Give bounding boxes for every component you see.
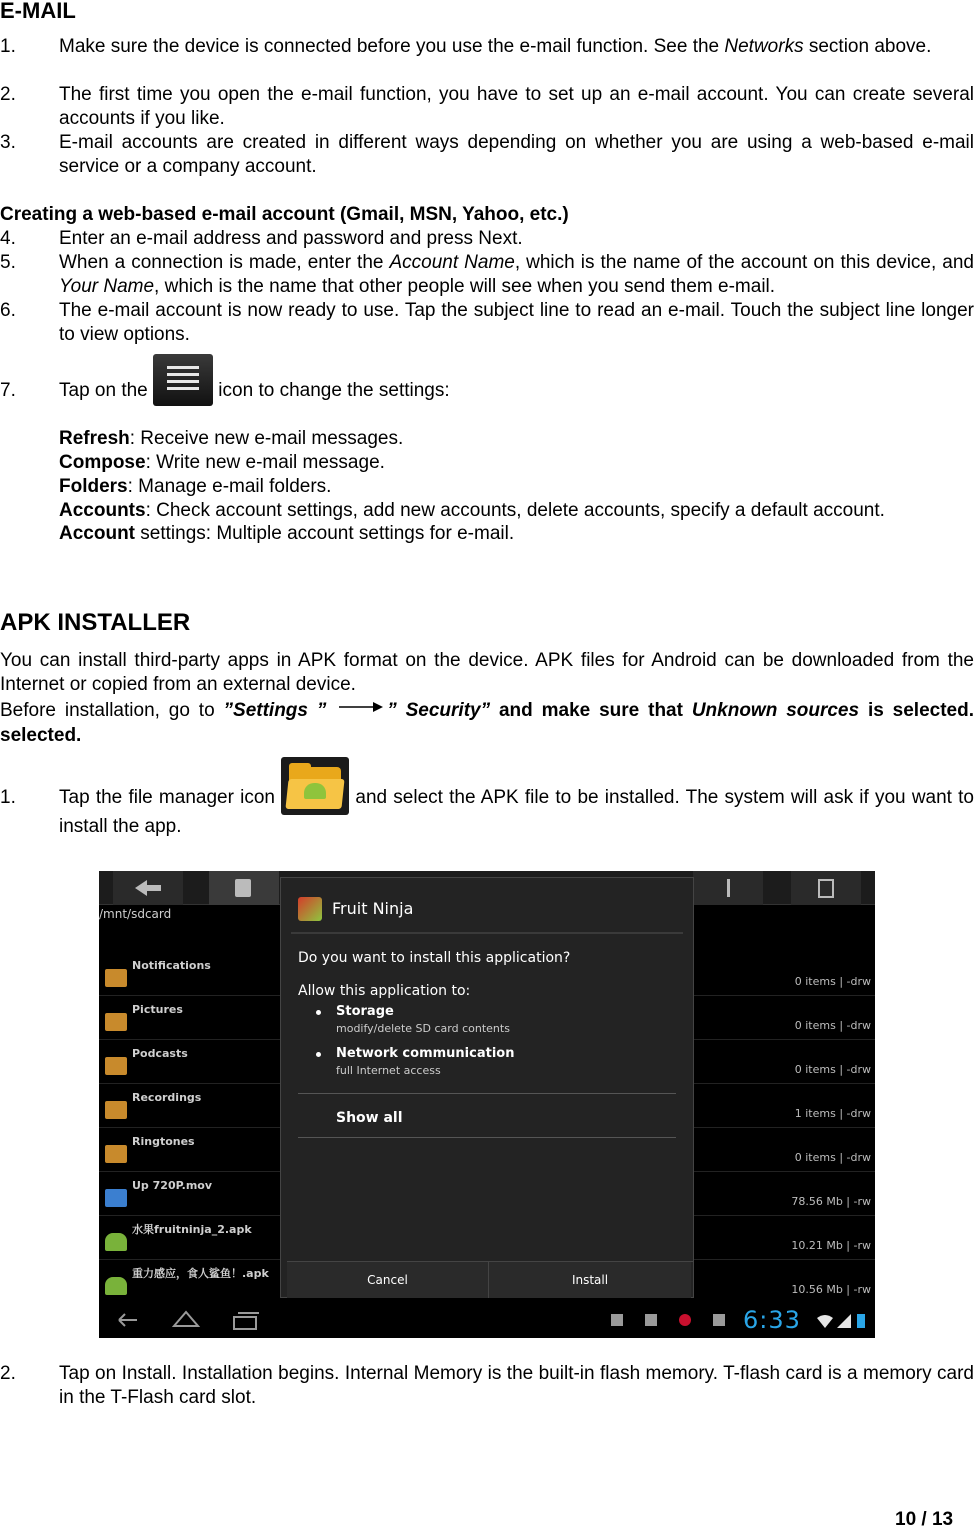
back-tab[interactable] [113,871,183,905]
apk-before-install: Before installation, go to ”Settings ” ” Security” and make sure that Unknown sources is selected. [0,700,974,721]
clock: 6:33 [743,1306,801,1334]
file-row[interactable]: Ringtones 0 items | -drw [99,1129,875,1172]
networks-ref: Networks [724,36,804,57]
show-all-link[interactable]: Show all [336,1110,403,1126]
folder-icon [105,1101,127,1119]
recent-apps-icon[interactable] [231,1310,261,1332]
option-refresh: Refresh: Receive new e-mail messages. [59,428,404,449]
option-compose: Compose: Write new e-mail message. [59,452,385,473]
file-row[interactable]: Up 720P.mov 78.56 Mb | -rw [99,1173,875,1216]
system-navbar [99,1302,875,1338]
android-icon [105,1233,127,1251]
file-tab[interactable] [791,871,861,905]
install-dialog: Fruit Ninja Do you want to install this application? Allow this application to: Storage modify/delete SD card contents Network communication full Internet access Show all Cancel Install [280,877,694,1298]
file-row[interactable]: Pictures 0 items | -drw [99,997,875,1040]
folder-icon [105,1145,127,1163]
file-row[interactable]: Notifications 0 items | -drw [99,953,875,996]
email-heading: E-MAIL [0,0,76,23]
install-question: Do you want to install this application? [298,950,571,966]
video-file-icon [105,1189,127,1207]
cancel-button[interactable]: Cancel [287,1262,489,1298]
email-step-4: 4. Enter an e-mail address and password and press Next. [0,228,523,249]
menu-icon [153,354,213,406]
fruit-ninja-icon [298,897,322,921]
option-accounts: Accounts: Check account settings, add new accounts, delete accounts, specify a default account. [59,500,885,521]
email-step-6: 6. The e-mail account is now ready to use. Tap the subject line to read an e-mail. Touch the subject line longer to view options. [0,300,974,345]
folder-icon [105,1013,127,1031]
page-number: 10 / 13 [895,1509,954,1530]
arrow-right-icon [339,700,383,714]
option-account-settings: Account settings: Multiple account settings for e-mail. [59,523,515,544]
file-row[interactable]: Podcasts 0 items | -drw [99,1041,875,1084]
step-number: 1. [0,36,16,57]
install-screenshot [99,871,875,1338]
android-debug-icon [645,1314,657,1326]
file-manager-icon [281,757,349,815]
email-step-1: 1. Make sure the device is connected before you use the e-mail function. See the Networks section above. [0,36,932,57]
email-step-7: 7. Tap on the icon to change the settings: [0,379,974,406]
folder-icon [105,1057,127,1075]
email-step-3: 3. E-mail accounts are created in different ways depending on whether you are using a web-based e-mail service or a company account. [0,132,974,177]
app-name: Fruit Ninja [332,899,414,918]
android-icon [105,1277,127,1295]
file-row[interactable]: 重力感应，食人鲨鱼！.apk 10.56 Mb | -rw [99,1261,875,1304]
folder-icon [105,969,127,987]
sdcard-tab[interactable] [209,871,279,905]
email-step-5: 5. When a connection is made, enter the Account Name, which is the name of the account on this device, and Your Name, which is the name that other people will see when you send them e-mail. [0,252,974,297]
email-step-2: 2. The first time you open the e-mail function, you have to set up an e-mail account. You can create several accounts if you like. [0,84,974,129]
current-path: /mnt/sdcard [99,907,172,921]
allow-label: Allow this application to: [298,983,471,999]
apk-step-1: 1. Tap the file manager icon and select the APK file to be installed. The system will ask if you want to install the app. [0,786,974,839]
home-nav-icon[interactable] [171,1308,201,1330]
apk-intro: You can install third-party apps in APK format on the device. APK files for Android can be downloaded from the Internet or copied from an external device. [0,650,974,695]
file-row[interactable]: Recordings 1 items | -drw [99,1085,875,1128]
install-button[interactable]: Install [489,1262,691,1298]
record-icon [679,1314,691,1326]
sd-card-icon [713,1314,725,1326]
status-icons [815,1312,871,1330]
tools-tab[interactable] [693,871,763,905]
apk-heading: APK INSTALLER [0,609,191,636]
back-nav-icon[interactable] [115,1310,141,1330]
apk-before-install-cont: selected. [0,725,82,746]
option-folders: Folders: Manage e-mail folders. [59,476,332,497]
email-subheading: Creating a web-based e-mail account (Gmail, MSN, Yahoo, etc.) [0,204,569,225]
usb-icon [611,1314,623,1326]
file-row[interactable]: 水果fruitninja_2.apk 10.21 Mb | -rw [99,1217,875,1260]
apk-step-2: 2. Tap on Install. Installation begins. Internal Memory is the built-in flash memory. T-flash card is a memory card in the T-Flash card slot. [0,1363,974,1408]
